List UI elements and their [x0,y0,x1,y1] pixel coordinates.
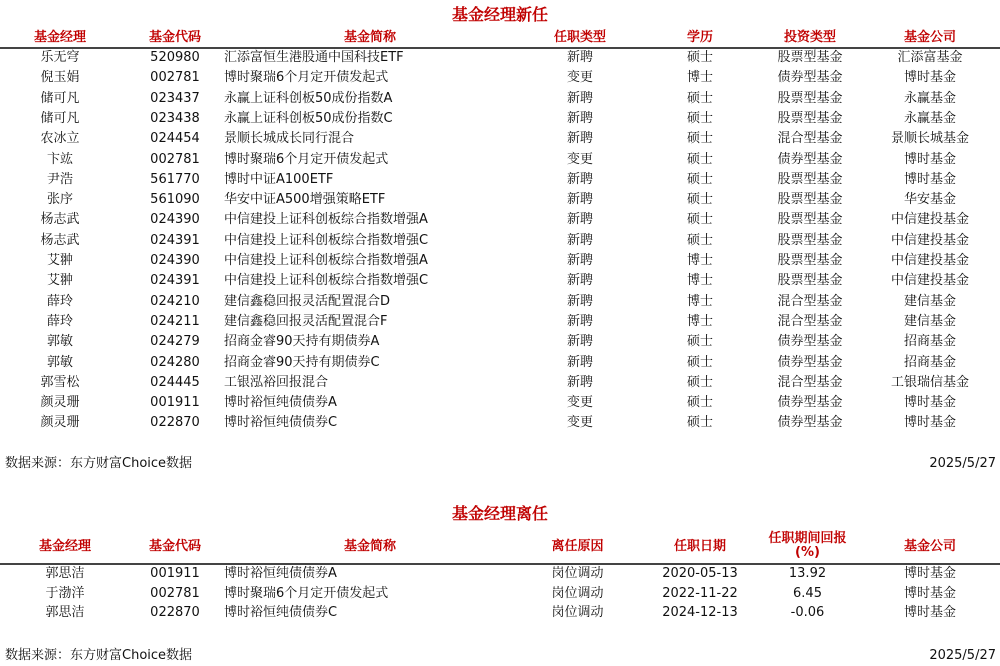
table-row [0,109,1000,129]
cell-manager: 郭雪松 [40,374,80,390]
cell-investment-type: 债券型基金 [777,395,843,411]
cell-fund-name: 中信建投上证科创板综合指数增强C [224,232,429,248]
table-row [0,68,1000,88]
cell-manager: 乐无穹 [40,50,80,65]
cell-education: 硕士 [686,334,713,350]
cell-fund-code: 023438 [150,110,200,126]
cell-fund-name: 工银泓裕回报混合 [224,374,329,390]
cell-education: 硕士 [686,212,713,228]
cell-fund-company: 永赢基金 [903,90,956,106]
header-tenure-return: 任职期间回报 [768,531,847,546]
cell-education: 硕士 [686,395,713,411]
cell-appointment-date: 2024-12-13 [662,605,738,620]
cell-education: 硕士 [686,110,713,126]
cell-manager: 储可凡 [40,90,80,106]
table-row [0,564,1000,584]
cell-departure-reason: 岗位调动 [551,585,604,601]
header-fund-company: 基金公司 [903,539,956,554]
table-row [0,231,1000,251]
table-row [0,393,1000,413]
cell-manager: 倪玉娟 [40,70,80,86]
cell-investment-type: 混合型基金 [777,293,843,309]
cell-manager: 郭敏 [46,354,73,370]
cell-appointment-date: 2020-05-13 [662,566,738,581]
cell-appointment-type: 新聘 [566,110,593,126]
new-managers-title: 基金经理新任 [451,5,548,24]
cell-investment-type: 债券型基金 [777,354,843,370]
cell-manager: 农冰立 [40,131,80,147]
cell-investment-type: 股票型基金 [777,192,843,208]
cell-fund-code: 024390 [150,253,200,268]
table-row [0,271,1000,291]
cell-investment-type: 债券型基金 [777,334,843,350]
cell-fund-company: 博时基金 [903,585,956,601]
cell-fund-name: 博时聚瑞6个月定开债发起式 [224,585,389,601]
cell-education: 博士 [686,70,713,86]
cell-appointment-type: 新聘 [566,334,593,350]
cell-investment-type: 股票型基金 [777,171,843,187]
cell-appointment-type: 新聘 [566,192,593,208]
cell-fund-code: 024454 [150,131,200,147]
cell-fund-company: 博时基金 [903,566,956,581]
departed-managers-source-note: 数据来源：东方财富Choice数据 [5,648,193,663]
cell-fund-company: 博时基金 [903,171,956,187]
cell-manager: 卞竑 [46,151,73,167]
cell-fund-code: 024210 [150,293,200,309]
cell-manager: 于渤洋 [45,585,85,601]
cell-fund-company: 汇添富基金 [897,50,963,65]
header-investment-type: 投资类型 [783,30,836,45]
cell-investment-type: 股票型基金 [777,212,843,228]
cell-education: 博士 [686,313,713,329]
cell-departure-reason: 岗位调动 [551,566,604,581]
table-row [0,312,1000,332]
cell-fund-name: 博时聚瑞6个月定开债发起式 [224,70,389,86]
table-row [0,150,1000,170]
cell-manager: 储可凡 [40,110,80,126]
cell-departure-reason: 岗位调动 [551,605,604,620]
table-row [0,584,1000,604]
cell-manager: 杨志武 [40,212,80,228]
cell-fund-name: 永赢上证科创板50成份指数C [224,110,393,126]
cell-education: 硕士 [686,232,713,248]
cell-tenure-return: 13.92 [788,566,827,581]
cell-fund-company: 博时基金 [903,70,956,86]
cell-appointment-type: 变更 [566,415,593,431]
header-education: 学历 [686,30,713,45]
cell-education: 博士 [686,293,713,309]
cell-appointment-type: 新聘 [566,90,593,106]
table-row [0,89,1000,109]
cell-manager: 郭思洁 [45,605,85,620]
cell-investment-type: 债券型基金 [777,151,843,167]
cell-manager: 颜灵珊 [40,415,80,431]
cell-fund-company: 中信建投基金 [890,232,969,248]
cell-investment-type: 混合型基金 [777,313,843,329]
cell-appointment-type: 新聘 [566,131,593,147]
cell-fund-company: 建信基金 [903,313,956,329]
header-fund-code: 基金代码 [148,539,201,554]
cell-fund-code: 024445 [150,374,200,390]
cell-fund-name: 永赢上证科创板50成份指数A [224,90,393,106]
cell-investment-type: 债券型基金 [777,415,843,431]
cell-appointment-type: 新聘 [566,313,593,329]
table-row [0,210,1000,230]
cell-appointment-type: 新聘 [566,354,593,370]
cell-fund-company: 中信建投基金 [890,273,969,289]
new-managers-source-note: 数据来源：东方财富Choice数据 [5,456,193,471]
cell-fund-company: 博时基金 [903,605,956,620]
cell-fund-code: 022870 [150,415,200,431]
table-row [0,413,1000,433]
cell-manager: 张序 [46,192,73,208]
cell-fund-name: 博时中证A100ETF [224,171,334,187]
cell-appointment-type: 新聘 [566,232,593,248]
cell-education: 硕士 [686,415,713,431]
cell-fund-code: 561090 [150,192,200,208]
cell-fund-name: 招商金睿90天持有期债券A [224,334,380,350]
cell-fund-name: 博时聚瑞6个月定开债发起式 [224,151,389,167]
departed-managers-header-row [0,527,1000,563]
cell-appointment-type: 新聘 [566,212,593,228]
cell-manager: 颜灵珊 [40,395,80,411]
cell-fund-name: 中信建投上证科创板综合指数增强A [224,212,428,228]
header-appointment-type: 任职类型 [553,30,606,45]
cell-appointment-type: 新聘 [566,50,593,65]
table-row [0,190,1000,210]
departed-managers-title: 基金经理离任 [451,504,548,523]
header-appointment-date: 任职日期 [673,539,726,554]
new-managers-date: 2025/5/27 [929,456,996,471]
cell-fund-company: 招商基金 [903,334,956,350]
header-fund-code: 基金代码 [148,30,201,45]
table-row [0,353,1000,373]
cell-fund-name: 建信鑫稳回报灵活配置混合F [224,313,388,329]
cell-manager: 薛玲 [46,313,73,329]
table-row [0,251,1000,271]
cell-investment-type: 股票型基金 [777,50,843,65]
cell-fund-company: 中信建投基金 [890,253,969,268]
cell-fund-name: 招商金睿90天持有期债券C [224,354,380,370]
table-row [0,603,1000,623]
table-row [0,170,1000,190]
cell-tenure-return: -0.06 [790,605,825,620]
cell-education: 硕士 [686,374,713,390]
cell-appointment-type: 变更 [566,151,593,167]
cell-education: 博士 [686,253,713,268]
cell-fund-name: 景顺长城成长同行混合 [224,131,355,147]
cell-manager: 郭敏 [46,334,73,350]
cell-fund-code: 024391 [150,273,200,289]
cell-tenure-return: 6.45 [793,585,822,601]
cell-fund-code: 024280 [150,354,200,370]
header-manager: 基金经理 [38,539,91,554]
cell-appointment-type: 新聘 [566,374,593,390]
cell-appointment-date: 2022-11-22 [662,585,738,601]
cell-education: 硕士 [686,151,713,167]
cell-appointment-type: 变更 [566,70,593,86]
cell-fund-code: 002781 [150,151,200,167]
cell-appointment-type: 新聘 [566,273,593,289]
cell-fund-company: 博时基金 [903,151,956,167]
cell-education: 硕士 [686,50,713,65]
cell-education: 硕士 [686,90,713,106]
table-row [0,48,1000,68]
new-managers-header-row [0,29,1000,47]
cell-fund-name: 建信鑫稳回报灵活配置混合D [224,293,391,309]
header-departure-reason: 离任原因 [551,539,604,554]
table-row [0,332,1000,352]
cell-investment-type: 股票型基金 [777,110,843,126]
cell-fund-code: 002781 [150,585,200,601]
cell-fund-code: 520980 [150,50,200,65]
cell-fund-code: 024390 [150,212,200,228]
cell-fund-company: 华安基金 [903,192,956,208]
cell-fund-company: 博时基金 [903,415,956,431]
cell-manager: 薛玲 [46,293,73,309]
header-tenure-return-unit: (%) [795,545,820,560]
cell-appointment-type: 新聘 [566,171,593,187]
cell-investment-type: 混合型基金 [777,131,843,147]
cell-fund-name: 博时裕恒纯债债券A [224,395,337,411]
cell-fund-code: 022870 [150,605,200,620]
cell-manager: 杨志武 [40,232,80,248]
cell-investment-type: 股票型基金 [777,232,843,248]
cell-fund-company: 建信基金 [903,293,956,309]
cell-fund-code: 023437 [150,90,200,106]
cell-fund-code: 001911 [150,566,200,581]
departed-managers-date: 2025/5/27 [929,648,996,663]
header-fund-name: 基金简称 [343,539,396,554]
cell-fund-code: 024391 [150,232,200,248]
cell-fund-code: 001911 [150,395,200,411]
cell-fund-name: 博时裕恒纯债债券C [224,415,338,431]
cell-fund-company: 中信建投基金 [890,212,969,228]
header-fund-name: 基金简称 [343,30,396,45]
cell-fund-code: 024279 [150,334,200,350]
cell-fund-company: 博时基金 [903,395,956,411]
cell-fund-code: 002781 [150,70,200,86]
cell-investment-type: 债券型基金 [777,70,843,86]
table-row [0,292,1000,312]
header-manager: 基金经理 [33,30,86,45]
header-fund-company: 基金公司 [903,30,956,45]
cell-manager: 尹浩 [46,171,73,187]
cell-fund-name: 博时裕恒纯债债券A [224,566,337,581]
cell-fund-code: 561770 [150,171,200,187]
cell-education: 硕士 [686,131,713,147]
cell-investment-type: 股票型基金 [777,253,843,268]
cell-fund-name: 博时裕恒纯债债券C [224,605,338,620]
cell-education: 硕士 [686,171,713,187]
cell-manager: 艾翀 [46,253,73,268]
cell-investment-type: 混合型基金 [777,374,843,390]
cell-fund-company: 招商基金 [903,354,956,370]
cell-fund-company: 工银瑞信基金 [890,374,969,390]
cell-investment-type: 股票型基金 [777,273,843,289]
cell-investment-type: 股票型基金 [777,90,843,106]
cell-manager: 艾翀 [46,273,73,289]
cell-fund-company: 景顺长城基金 [890,131,969,147]
cell-education: 硕士 [686,354,713,370]
cell-education: 博士 [686,273,713,289]
cell-appointment-type: 新聘 [566,293,593,309]
cell-fund-name: 中信建投上证科创板综合指数增强C [224,273,429,289]
table-row [0,373,1000,393]
table-row [0,129,1000,149]
cell-fund-company: 永赢基金 [903,110,956,126]
cell-manager: 郭思洁 [45,566,85,581]
cell-fund-name: 华安中证A500增强策略ETF [224,192,386,208]
cell-fund-name: 中信建投上证科创板综合指数增强A [224,253,428,268]
cell-fund-name: 汇添富恒生港股通中国科技ETF [224,50,404,65]
cell-education: 硕士 [686,192,713,208]
cell-appointment-type: 新聘 [566,253,593,268]
cell-appointment-type: 变更 [566,395,593,411]
cell-fund-code: 024211 [150,313,200,329]
